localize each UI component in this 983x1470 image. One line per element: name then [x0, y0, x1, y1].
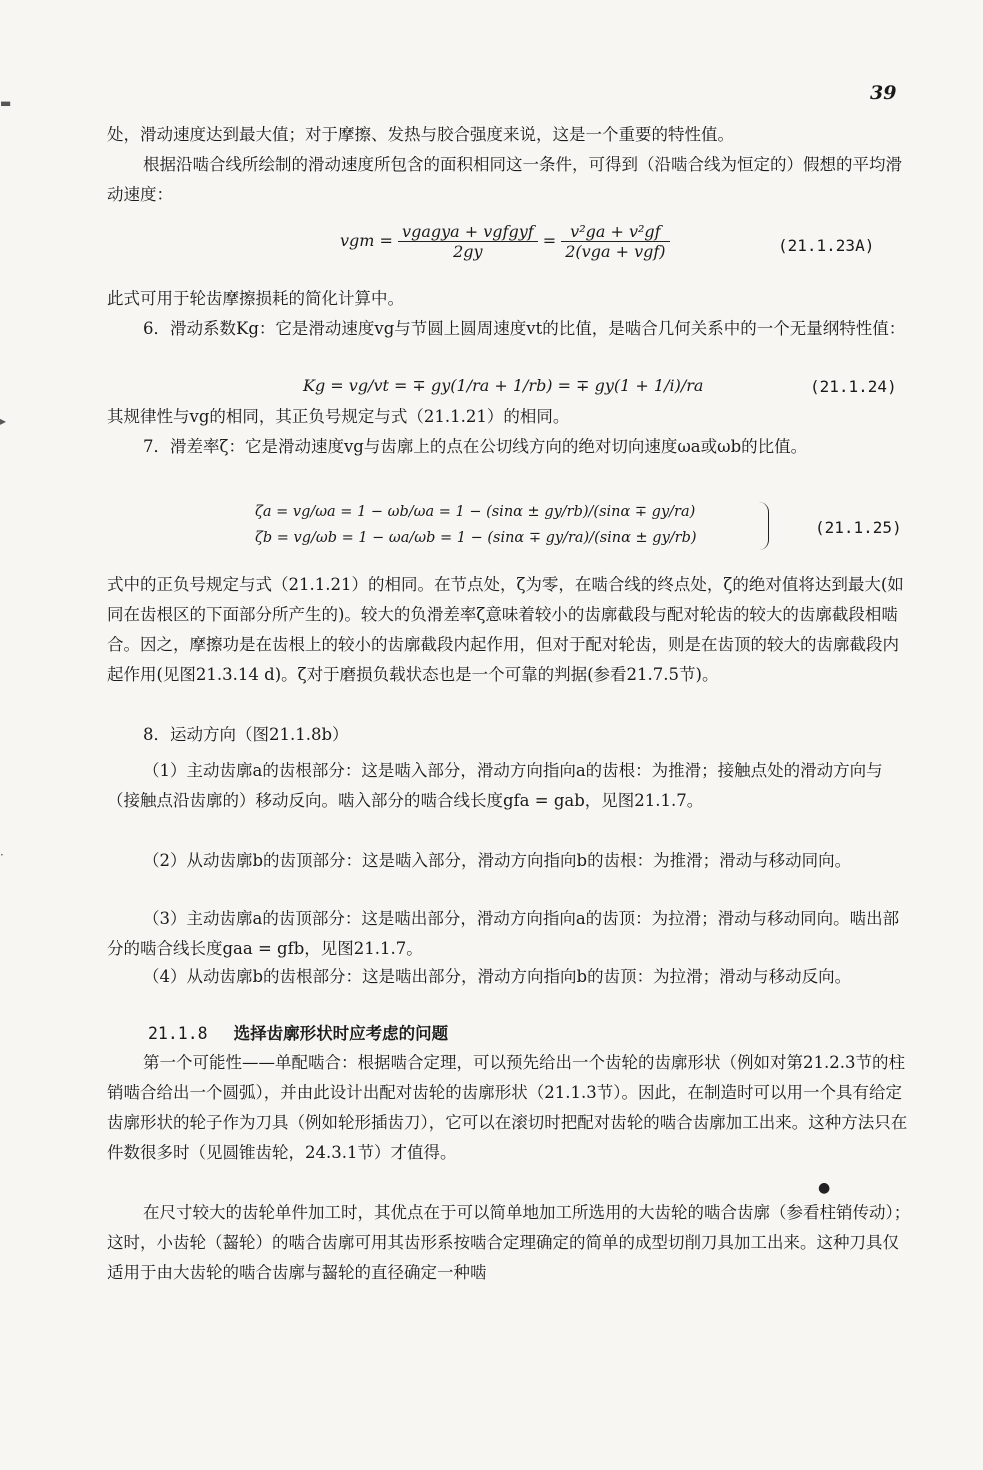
- paragraph: 处，滑动速度达到最大值；对于摩擦、发热与胶合强度来说，这是一个重要的特性值。: [107, 125, 734, 144]
- paragraph: 7．滑差率ζ：它是滑动速度vg与齿廓上的点在公切线方向的绝对切向速度ωa或ωb的比值。: [143, 437, 808, 456]
- formula-equals: =: [542, 231, 562, 250]
- formula-21-1-25-b: ζb = vg/ωb = 1 − ωa/ωb = 1 − (sinα ∓ gy/ra)/(sinα ± gy/rb): [255, 530, 697, 546]
- denominator: 2gy: [453, 242, 483, 261]
- paragraph: 第一个可能性——单配啮合：根据啮合定理，可以预先给出一个齿轮的齿廓形状（例如对第21.2.3节的柱销啮合给出一个圆弧），并由此设计出配对齿轮的齿廓形状（21.1.3节）。因此，在制造时可以用一个具有给定齿廓形状的轮子作为刀具（例如轮形插齿刀），它可以在滚切时把配对齿轮的啮合齿廓加工出来。这种方法只在件数很多时（见圆锥齿轮，24.3.1节）才值得。: [107, 1053, 908, 1162]
- paragraph: （3）主动齿廓a的齿顶部分：这是啮出部分，滑动方向指向a的齿顶：为拉滑；滑动与移动同向。啮出部分的啮合线长度gaa = gfb，见图21.1.7。: [107, 909, 900, 958]
- equation-number: (21.1.24): [810, 377, 897, 396]
- formula-21-1-23a: [340, 222, 670, 261]
- page-number: 39: [870, 82, 897, 104]
- formula-21-1-24: Kg = vg/vt = ∓ gy(1/ra + 1/rb) = ∓ gy(1 + 1/i)/ra: [303, 376, 704, 395]
- paragraph: 其规律性与vg的相同，其正负号规定与式（21.1.21）的相同。: [107, 407, 570, 426]
- equation-number: (21.1.25): [815, 518, 902, 537]
- paragraph: 6．滑动系数Kg：它是滑动速度vg与节圆上圆周速度vt的比值，是啮合几何关系中的一个无量纲特性值：: [143, 319, 906, 338]
- scan-artifact: ·: [0, 848, 4, 862]
- paragraph: （2）从动齿廓b的齿顶部分：这是啮入部分，滑动方向指向b的齿根：为推滑；滑动与移动同向。: [143, 851, 852, 870]
- paragraph: （1）主动齿廓a的齿根部分：这是啮入部分，滑动方向指向a的齿根：为推滑；接触点处的滑动方向与（接触点沿齿廓的）移动反向。啮入部分的啮合线长度gfa = gab，见图21.1.7。: [107, 761, 883, 810]
- paragraph: 在尺寸较大的齿轮单件加工时，其优点在于可以简单地加工所选用的大齿轮的啮合齿廓（参看柱销传动）；这时，小齿轮（齧轮）的啮合齿廓可用其齿形系按啮合定理确定的简单的成型切削刀具加工出来。这种刀具仅适用于由大齿轮的啮合齿廓与齧轮的直径确定一种啮: [107, 1203, 911, 1282]
- scan-artifact: ▸: [0, 414, 7, 428]
- paragraph: （4）从动齿廓b的齿根部分：这是啮出部分，滑动方向指向b的齿顶：为拉滑；滑动与移动反向。: [143, 967, 852, 986]
- ink-spot: ●: [818, 1180, 831, 1196]
- paragraph: 式中的正负号规定与式（21.1.21）的相同。在节点处，ζ为零，在啮合线的终点处，ζ的绝对值将达到最大(如同在齿根区的下面部分所产生的)。较大的负滑差率ζ意味着较小的齿廓截段与配对轮齿的较大的齿廓截段相啮合。因之，摩擦功是在齿根上的较小的齿廓截段内起作用，但对于配对轮齿，则是在齿顶的较大的齿廓截段内起作用(见图21.3.14 d)。ζ对于磨损负载状态也是一个可靠的判据(参看21.7.5节)。: [107, 575, 904, 684]
- paragraph: 8．运动方向（图21.1.8b）: [143, 725, 349, 744]
- formula-brace: [758, 502, 769, 550]
- denominator: 2(vga + vgf): [565, 242, 666, 261]
- formula-fraction: [398, 222, 538, 261]
- paragraph: 此式可用于轮齿摩擦损耗的简化计算中。: [107, 289, 404, 308]
- formula-lhs: vgm =: [340, 231, 399, 250]
- formula-21-1-25-a: ζa = vg/ωa = 1 − ωb/ωa = 1 − (sinα ± gy/rb)/(sinα ∓ gy/ra): [255, 504, 696, 520]
- equation-number: (21.1.23A): [778, 236, 875, 255]
- formula-fraction: [561, 222, 669, 261]
- section-heading: [148, 1020, 448, 1044]
- numerator: vgagya + vgfgyf: [398, 222, 538, 242]
- section-number: 21.1.8: [148, 1024, 208, 1043]
- paragraph: 根据沿啮合线所绘制的滑动速度所包含的面积相同这一条件，可得到（沿啮合线为恒定的）假想的平均滑动速度：: [107, 155, 902, 204]
- scan-artifact: ▬: [0, 96, 12, 110]
- section-title: 选择齿廓形状时应考虑的问题: [233, 1024, 449, 1043]
- numerator: v²ga + v²gf: [561, 222, 669, 242]
